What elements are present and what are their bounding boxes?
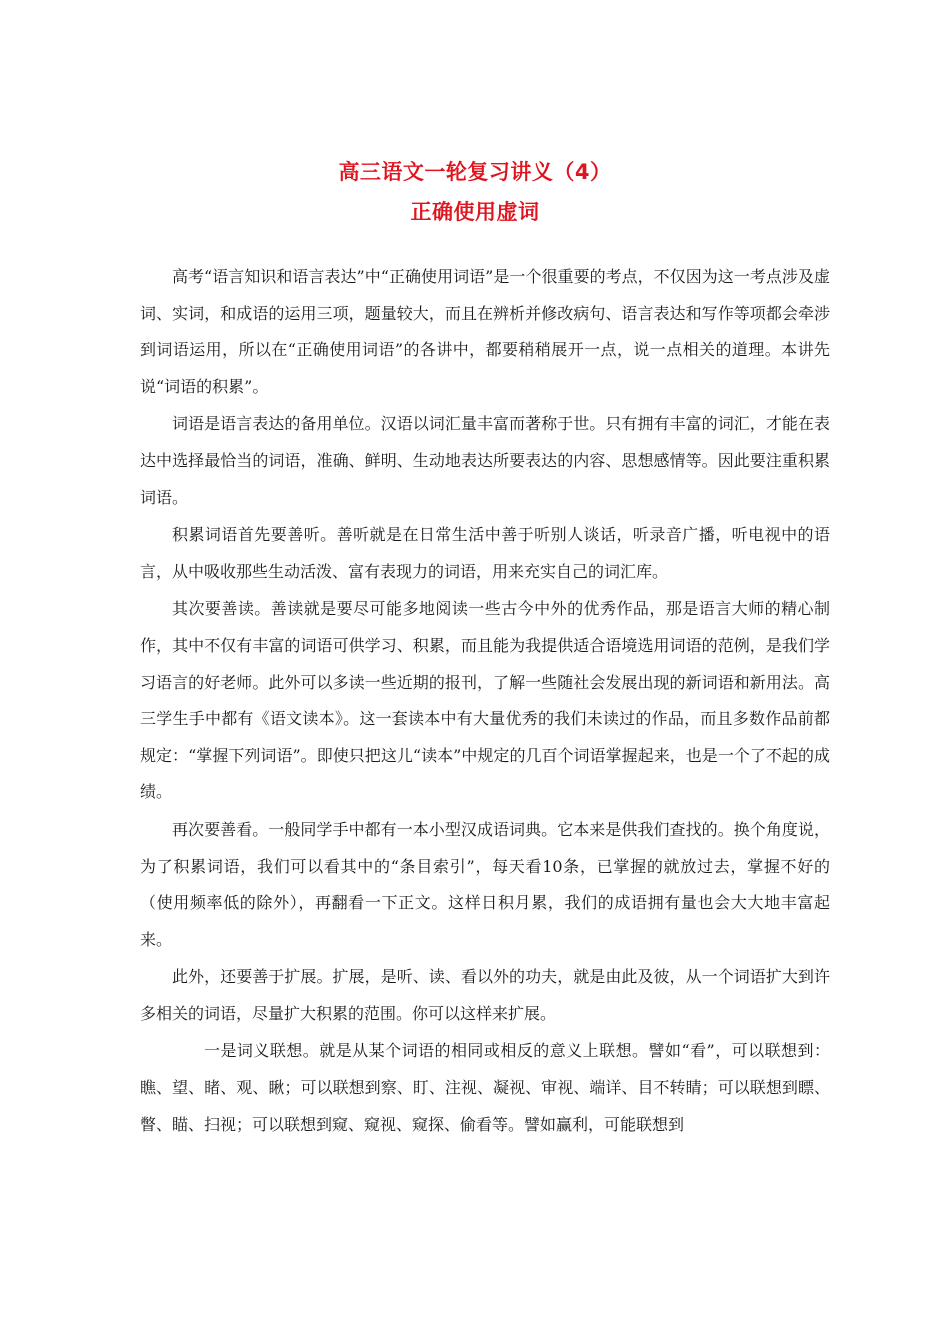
paragraph-vocabulary: 词语是语言表达的备用单位。汉语以词汇量丰富而著称于世。只有拥有丰富的词汇，才能在表达中选择最恰当的词语，准确、鲜明、生动地表达所要表达的内容、思想感情等。因此要注重积累词语。 xyxy=(140,414,830,507)
paragraph-looking: 再次要善看。一般同学手中都有一本小型汉成语词典。它本来是供我们查找的。换个角度说，为了积累词语，我们可以看其中的“条目索引”，每天看10条，已掌握的就放过去，掌握不好的（使用频率低的除外），再翻看一下正文。这样日积月累，我们的成语拥有量也会大大地丰富起来。 xyxy=(140,819,830,949)
document-subtitle: 正确使用虚词 xyxy=(410,200,540,224)
paragraph-reading: 其次要善读。善读就是要尽可能多地阅读一些古今中外的优秀作品，那是语言大师的精心制作，其中不仅有丰富的词语可供学习、积累，而且能为我提供适合语境选用词语的范例，是我们学习语言的好老师。此外可以多读一些近期的报刊，了解一些随社会发展出现的新词语和新用法。高三学生手中都有《语文读本》。这一套读本中有大量优秀的我们未读过的作品，而且多数作品前都规定：“掌握下列词语”。即使只把这儿“读本”中规定的几百个词语掌握起来，也是一个了不起的成绩。 xyxy=(140,599,830,802)
paragraph-listening: 积累词语首先要善听。善听就是在日常生活中善于听别人谈话，听录音广播，听电视中的语言，从中吸收那些生动活泼、富有表现力的词语，用来充实自己的词汇库。 xyxy=(140,525,830,581)
document-title: 高三语文一轮复习讲义（4） xyxy=(338,160,612,184)
paragraph-expanding: 此外，还要善于扩展。扩展，是听、读、看以外的功夫，就是由此及彼，从一个词语扩大到许多相关的词语，尽量扩大积累的范围。你可以这样来扩展。 xyxy=(140,967,830,1023)
paragraph-association: 一是词义联想。就是从某个词语的相同或相反的意义上联想。譬如“看”，可以联想到：瞧、望、睹、观、瞅；可以联想到察、盯、注视、凝视、审视、端详、目不转睛；可以联想到瞟、瞥、瞄、扫视；可以联想到窥、窥视、窥探、偷看等。譬如赢利，可能联想到 xyxy=(140,1041,830,1134)
document-body xyxy=(140,259,830,1143)
paragraph-intro: 高考“语言知识和语言表达”中“正确使用词语”是一个很重要的考点，不仅因为这一考点涉及虚词、实词，和成语的运用三项，题量较大，而且在辨析并修改病句、语言表达和写作等项都会牵涉到词语运用，所以在“正确使用词语”的各讲中，都要稍稍展开一点，说一点相关的道理。本讲先说“词语的积累”。 xyxy=(140,267,830,396)
